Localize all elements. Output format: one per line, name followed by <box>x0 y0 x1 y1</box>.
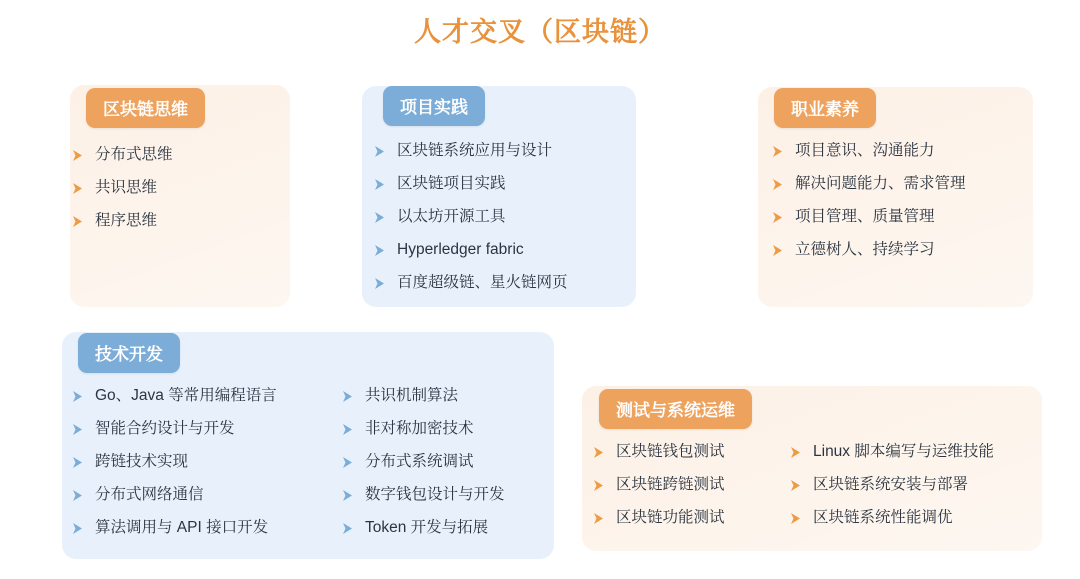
list-item <box>72 178 287 198</box>
list-item-label: 智能合约设计与开发 <box>95 420 235 437</box>
list-item <box>772 207 1032 227</box>
list-item <box>790 475 1030 495</box>
list-item-label: 百度超级链、星火链网页 <box>397 274 568 291</box>
list-item-label: 分布式思维 <box>95 146 173 163</box>
arrow-icon <box>374 273 388 293</box>
list-item <box>72 145 287 165</box>
list-blockchain-thinking <box>72 145 287 231</box>
list-item <box>72 211 287 231</box>
list-item-label: 非对称加密技术 <box>365 420 474 437</box>
arrow-icon <box>72 485 86 505</box>
arrow-icon <box>374 207 388 227</box>
arrow-icon <box>790 475 804 495</box>
list-item <box>374 240 632 260</box>
list-item-label: Token 开发与拓展 <box>365 519 489 536</box>
arrow-icon <box>72 211 86 231</box>
card-title-testing-and-ops: 测试与系统运维 <box>599 389 752 429</box>
arrow-icon <box>342 419 356 439</box>
arrow-icon <box>593 508 607 528</box>
list-item-label: 区块链系统安装与部署 <box>813 476 969 493</box>
arrow-icon <box>790 508 804 528</box>
list-item-label: 区块链钱包测试 <box>616 443 725 460</box>
arrow-icon <box>374 141 388 161</box>
list-testing-and-ops <box>593 442 1030 528</box>
list-item-label: Hyperledger fabric <box>397 241 524 258</box>
list-item <box>72 386 342 406</box>
arrow-icon <box>374 174 388 194</box>
arrow-icon <box>72 518 86 538</box>
arrow-icon <box>72 145 86 165</box>
list-career-quality <box>772 141 1032 260</box>
list-item <box>593 442 790 462</box>
list-item-label: 解决问题能力、需求管理 <box>795 175 966 192</box>
card-title-career-quality: 职业素养 <box>774 88 876 128</box>
column-left <box>72 386 342 538</box>
list-item <box>772 240 1032 260</box>
arrow-icon <box>790 442 804 462</box>
list-item <box>342 518 542 538</box>
list-item-label: Go、Java 等常用编程语言 <box>95 387 277 404</box>
page-title: 人才交叉（区块链） <box>414 17 666 47</box>
card-title-blockchain-thinking: 区块链思维 <box>86 88 205 128</box>
arrow-icon <box>342 452 356 472</box>
list-technical-development <box>72 386 542 538</box>
arrow-icon <box>72 419 86 439</box>
list-item-label: Linux 脚本编写与运维技能 <box>813 443 994 460</box>
list-item-label: 区块链功能测试 <box>616 509 725 526</box>
list-item <box>374 273 632 293</box>
list-item-label: 数字钱包设计与开发 <box>365 486 505 503</box>
list-item <box>342 485 542 505</box>
list-item-label: 立德树人、持续学习 <box>795 241 935 258</box>
arrow-icon <box>772 240 786 260</box>
list-item <box>72 485 342 505</box>
list-item <box>72 452 342 472</box>
list-item <box>593 475 790 495</box>
card-title-project-practice: 项目实践 <box>383 86 485 126</box>
list-item <box>772 174 1032 194</box>
list-item-label: 项目意识、沟通能力 <box>795 142 935 159</box>
list-item <box>72 419 342 439</box>
arrow-icon <box>72 452 86 472</box>
list-item-label: 共识机制算法 <box>365 387 459 404</box>
column-right <box>790 442 1030 528</box>
list-item <box>72 518 342 538</box>
list-project-practice <box>374 141 632 293</box>
list-item-label: 分布式网络通信 <box>95 486 204 503</box>
arrow-icon <box>342 485 356 505</box>
arrow-icon <box>593 442 607 462</box>
arrow-icon <box>342 518 356 538</box>
arrow-icon <box>772 174 786 194</box>
list-item <box>772 141 1032 161</box>
arrow-icon <box>72 386 86 406</box>
arrow-icon <box>342 386 356 406</box>
list-item <box>342 452 542 472</box>
list-item-label: 以太坊开源工具 <box>397 208 506 225</box>
list-item-label: 区块链跨链测试 <box>616 476 725 493</box>
list-item <box>374 141 632 161</box>
arrow-icon <box>772 141 786 161</box>
arrow-icon <box>772 207 786 227</box>
list-item <box>342 419 542 439</box>
list-item <box>593 508 790 528</box>
list-item <box>342 386 542 406</box>
list-item-label: 程序思维 <box>95 212 158 229</box>
list-item-label: 算法调用与 API 接口开发 <box>95 519 269 536</box>
list-item <box>790 508 1030 528</box>
column-left <box>593 442 790 528</box>
list-item-label: 共识思维 <box>95 179 158 196</box>
list-item-label: 跨链技术实现 <box>95 453 189 470</box>
list-item-label: 区块链项目实践 <box>397 175 506 192</box>
list-item-label: 区块链系统应用与设计 <box>397 142 553 159</box>
list-item <box>790 442 1030 462</box>
list-item-label: 分布式系统调试 <box>365 453 474 470</box>
arrow-icon <box>72 178 86 198</box>
list-item <box>374 174 632 194</box>
card-title-technical-development: 技术开发 <box>78 333 180 373</box>
arrow-icon <box>593 475 607 495</box>
list-item <box>374 207 632 227</box>
column-right <box>342 386 542 538</box>
arrow-icon <box>374 240 388 260</box>
list-item-label: 项目管理、质量管理 <box>795 208 935 225</box>
list-item-label: 区块链系统性能调优 <box>813 509 953 526</box>
